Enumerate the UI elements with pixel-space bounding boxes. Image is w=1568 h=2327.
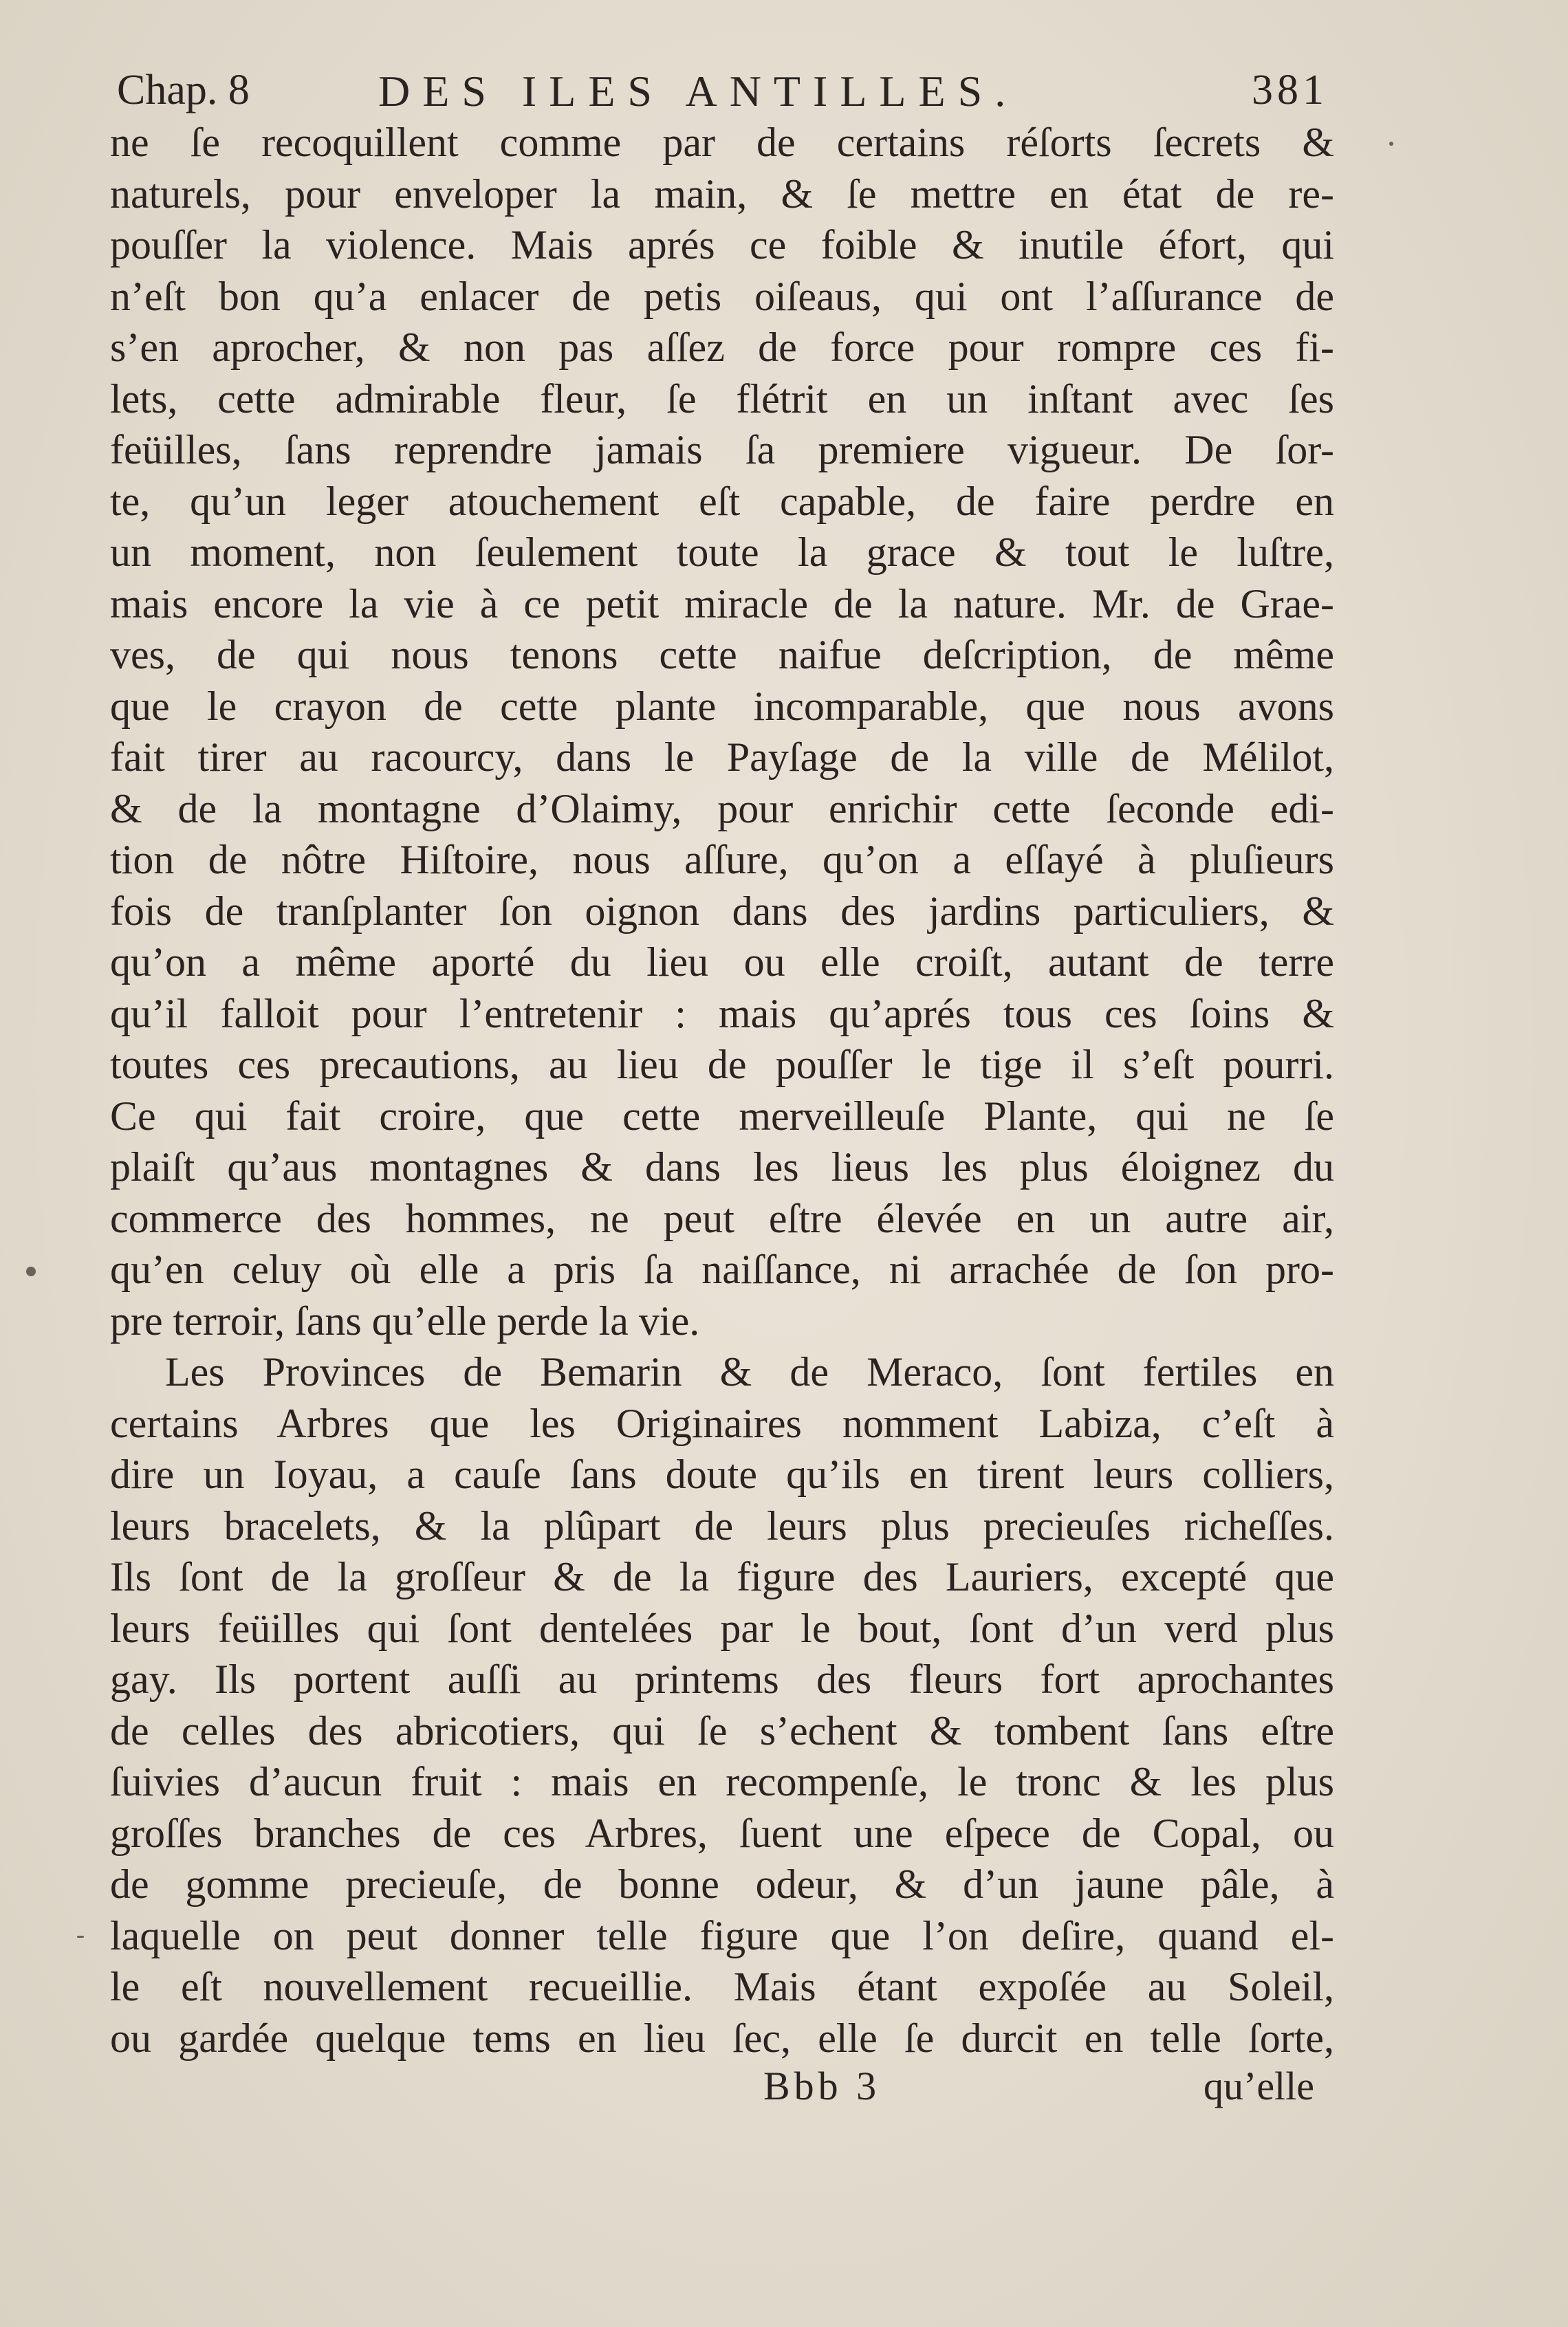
- page-number: 381: [1252, 67, 1328, 113]
- text-line: Ils ſont de la groſſeur & de la figure des Lauriers, excepté que: [110, 1554, 1334, 1599]
- text-line: de gomme precieuſe, de bonne odeur, & d’un jaune pâle, à: [110, 1861, 1334, 1907]
- text-line: commerce des hommes, ne peut eſtre élevée en un autre air,: [110, 1195, 1334, 1241]
- text-line: Les Provinces de Bemarin & de Meraco, ſont fertiles en: [165, 1349, 1334, 1395]
- text-line: mais encore la vie à ce petit miracle de la nature. Mr. de Grae-: [110, 580, 1334, 626]
- text-line: fait tirer au racourcy, dans le Payſage de la ville de Mélilot,: [110, 734, 1334, 780]
- text-line: ou gardée quelque tems en lieu ſec, elle ſe durcit en telle ſorte,: [110, 2015, 1334, 2061]
- text-line: te, qu’un leger atouchement eſt capable, de faire perdre en: [110, 478, 1334, 524]
- text-line: que le crayon de cette plante incomparable, que nous avons: [110, 683, 1334, 729]
- text-line: le eſt nouvellement recueillie. Mais étant expoſée au Soleil,: [110, 1964, 1334, 2009]
- text-line: feüilles, ſans reprendre jamais ſa premiere vigueur. De ſor-: [110, 427, 1334, 472]
- text-line: pouſſer la violence. Mais aprés ce foible & inutile éfort, qui: [110, 222, 1334, 267]
- text-line: plaiſt qu’aus montagnes & dans les lieus les plus éloignez du: [110, 1144, 1334, 1190]
- text-line: dire un Ioyau, a cauſe ſans doute qu’ils en tirent leurs colliers,: [110, 1452, 1334, 1497]
- text-line: toutes ces precautions, au lieu de pouſſer le tige il s’eſt pourri.: [110, 1042, 1334, 1087]
- text-line: certains Arbres que les Originaires nomment Labiza, c’eſt à: [110, 1400, 1334, 1446]
- text-line: qu’on a même aporté du lieu ou elle croiſt, autant de terre: [110, 939, 1334, 985]
- text-line: tion de nôtre Hiſtoire, nous aſſure, qu’on a eſſayé à pluſieurs: [110, 837, 1334, 882]
- text-line: laquelle on peut donner telle figure que l’on deſire, quand el-: [110, 1912, 1334, 1958]
- ink-speck: [26, 1267, 36, 1276]
- text-line: pre terroir, ſans qu’elle perde la vie.: [110, 1298, 700, 1344]
- signature-mark: Bbb 3: [763, 2064, 881, 2108]
- text-line: leurs feüilles qui ſont dentelées par le bout, ſont d’un verd plus: [110, 1605, 1334, 1651]
- chapter-label: Chap. 8: [117, 67, 250, 113]
- running-title: DES ILES ANTILLES.: [378, 67, 1019, 116]
- text-line: qu’en celuy où elle a pris ſa naiſſance, ni arrachée de ſon pro-: [110, 1247, 1334, 1292]
- text-line: n’eſt bon qu’a enlacer de petis oiſeaus, qui ont l’aſſurance de: [110, 273, 1334, 319]
- text-line: fois de tranſplanter ſon oignon dans des jardins particuliers, &: [110, 888, 1334, 934]
- text-line: ves, de qui nous tenons cette naifue deſcription, de même: [110, 632, 1334, 677]
- text-line: Ce qui fait croire, que cette merveilleuſe Plante, qui ne ſe: [110, 1093, 1334, 1139]
- text-line: gay. Ils portent auſſi au printems des fleurs fort aprochantes: [110, 1657, 1334, 1702]
- page-footer: [0, 2063, 1568, 2118]
- catchword: qu’elle: [1204, 2064, 1315, 2108]
- text-line: s’en aprocher, & non pas aſſez de force pour rompre ces fi-: [110, 325, 1334, 370]
- text-line: ſuivies d’aucun fruit : mais en recompenſe, le tronc & les plus: [110, 1759, 1334, 1804]
- ink-speck: [77, 1936, 84, 1938]
- ink-speck: [1389, 142, 1393, 146]
- text-line: & de la montagne d’Olaimy, pour enrichir cette ſeconde edi-: [110, 785, 1334, 831]
- text-line: qu’il falloit pour l’entretenir : mais qu’aprés tous ces ſoins &: [110, 990, 1334, 1036]
- text-line: de celles des abricotiers, qui ſe s’echent & tombent ſans eſtre: [110, 1707, 1334, 1754]
- body-text: [110, 117, 1348, 2064]
- text-line: leurs bracelets, & la plûpart de leurs plus precieuſes richeſſes.: [110, 1503, 1334, 1549]
- text-line: un moment, non ſeulement toute la grace & tout le luſtre,: [110, 529, 1334, 575]
- text-line: naturels, pour enveloper la main, & ſe mettre en état de re-: [110, 171, 1334, 217]
- text-line: lets, cette admirable fleur, ſe flétrit en un inſtant avec ſes: [110, 375, 1334, 422]
- text-line: ne ſe recoquillent comme par de certains réſorts ſecrets &: [110, 120, 1334, 165]
- text-line: groſſes branches de ces Arbres, ſuent une eſpece de Copal, ou: [110, 1810, 1334, 1856]
